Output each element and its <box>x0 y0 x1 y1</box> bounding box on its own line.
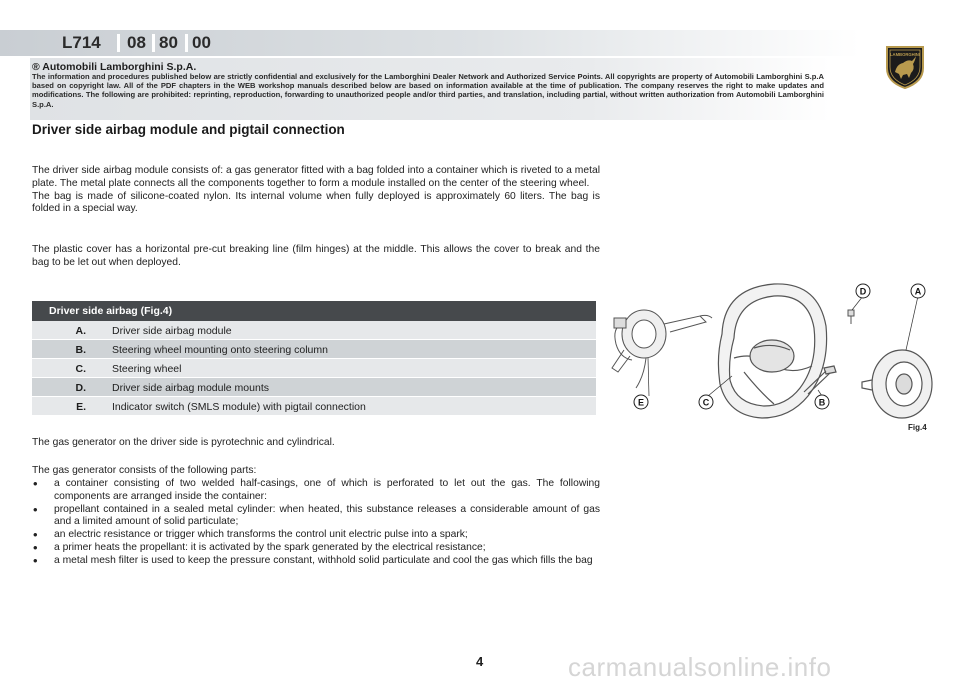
svg-text:LAMBORGHINI: LAMBORGHINI <box>889 52 921 57</box>
steering-wheel-drawing <box>718 284 826 418</box>
label-d: D <box>859 286 867 297</box>
list-item <box>32 501 600 530</box>
callout-a <box>911 284 925 298</box>
list-item <box>32 552 600 568</box>
bullet-icon: • <box>33 539 38 555</box>
list-item-text: a primer heats the propellant: it is activated by the spark generated by the electrical resistance; <box>54 541 486 553</box>
table-row <box>32 321 596 340</box>
row-value: Driver side airbag module mounts <box>112 382 269 394</box>
row-value: Driver side airbag module <box>112 325 232 337</box>
row-key: E. <box>76 401 86 413</box>
table-row <box>32 397 596 416</box>
callout-d <box>856 284 870 298</box>
row-value: Steering wheel <box>112 363 182 375</box>
doc-code-model: L714 <box>62 33 101 52</box>
airbag-exploded-diagram <box>604 272 934 432</box>
parts-intro-paragraph: The gas generator consists of the following parts: <box>32 465 257 476</box>
airbag-module-drawing <box>862 350 932 418</box>
callout-b <box>815 395 829 409</box>
row-key: B. <box>75 344 86 356</box>
bullet-icon: • <box>33 476 38 491</box>
bullet-icon: • <box>33 501 38 517</box>
list-item <box>32 529 600 542</box>
bullet-icon: • <box>33 552 38 568</box>
generator-parts-list <box>32 478 600 568</box>
table-row <box>32 340 596 359</box>
figure-caption: Fig.4 <box>908 423 927 432</box>
row-key: A. <box>75 325 86 337</box>
paragraph-text: The driver side airbag module consists of: a gas generator fitted with a bag folded into a container which is riveted to a metal plate. The metal plate connects all the components together to form a module installed on the center of the steering wheel. <box>32 165 600 189</box>
bullet-icon: • <box>33 527 38 543</box>
lamborghini-logo-icon <box>884 44 926 90</box>
code-separator <box>152 34 155 52</box>
indicator-switch-drawing <box>612 310 712 388</box>
callout-e <box>634 395 648 409</box>
list-item-text: an electric resistance or trigger which transforms the control unit electric pulse into a spark; <box>54 529 468 541</box>
module-mount-screw-drawing <box>848 310 854 324</box>
parts-table <box>32 301 596 416</box>
row-key: C. <box>75 363 86 375</box>
label-c: C <box>702 397 710 408</box>
doc-code-subgroup: 80 <box>159 33 178 52</box>
list-item-text: a metal mesh filter is used to keep the pressure constant, withhold solid particulate and cool the gas which fills the bag <box>54 554 593 566</box>
table-row <box>32 378 596 397</box>
label-a: A <box>914 286 922 297</box>
table-header: Driver side airbag (Fig.4) <box>32 301 596 321</box>
legal-notice: The information and procedures published below are strictly confidential and exclusively for the Lamborghini Dealer Network and Authorized Service Points. All copyrights are property of Automobili Lamborghini S.p.A based on copyright law. All of the PDF chapters in the WEB workshop manuals described below are based on information available at the time of publication. The company reserves the right to make updates and modifications. The following are prohibited: reprinting, reproduction, forwarding to unauthorized people and/or third parties, and translation, including partial, without written authorization from Automobili Lamborghini S.p.A. <box>32 72 824 109</box>
row-value: Steering wheel mounting onto steering column <box>112 344 328 356</box>
watermark-text: carmanualsonline.info <box>568 652 832 682</box>
intro-paragraph <box>32 165 600 216</box>
page-number: 4 <box>476 654 484 669</box>
label-e: E <box>637 397 645 408</box>
list-item <box>32 478 600 504</box>
list-item-text: propellant contained in a sealed metal cylinder: when heated, this substance releases a considerable amount of gas and a limited amount of solid particulate; <box>54 503 600 528</box>
code-separator <box>185 34 188 52</box>
cover-paragraph: The plastic cover has a horizontal pre-cut breaking line (film hinges) at the middle. This allows the cover to break and the bag to be let out when deployed. <box>32 244 600 268</box>
code-separator <box>117 34 120 52</box>
page-title: Driver side airbag module and pigtail connection <box>32 122 345 137</box>
generator-paragraph: The gas generator on the driver side is pyrotechnic and cylindrical. <box>32 437 335 448</box>
company-name: ® Automobili Lamborghini S.p.A. <box>32 61 197 73</box>
row-key: D. <box>75 382 86 394</box>
list-item-text: a container consisting of two welded half-casings, one of which is perforated to let out the gas. The following components are arranged inside the container: <box>54 478 600 502</box>
doc-code-section: 00 <box>192 33 211 52</box>
table-row <box>32 359 596 378</box>
paragraph-text: The bag is made of silicone-coated nylon. Its internal volume when fully deployed is approximately 60 liters. The bag is folded in a special way. <box>32 190 600 215</box>
doc-code-group: 08 <box>127 33 146 52</box>
list-item <box>32 539 600 555</box>
callout-c <box>699 395 713 409</box>
label-b: B <box>818 397 826 408</box>
row-value: Indicator switch (SMLS module) with pigtail connection <box>112 401 366 413</box>
